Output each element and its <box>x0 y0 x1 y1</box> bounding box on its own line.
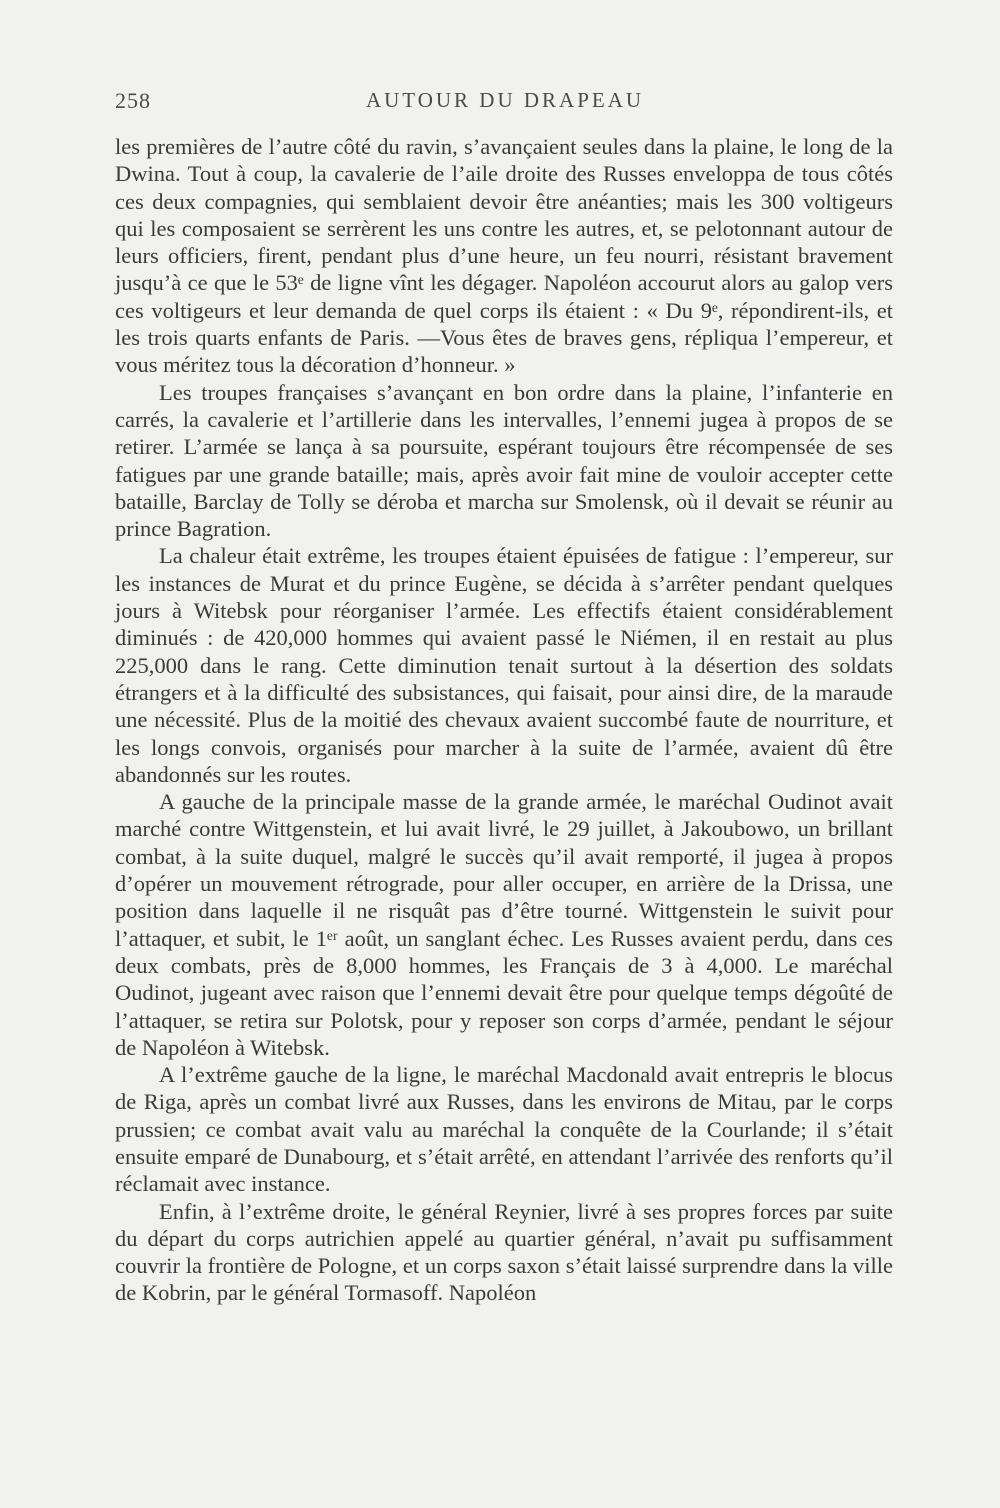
page-number: 258 <box>115 88 151 113</box>
paragraph: Les troupes françaises s’avançant en bon ordre dans la plaine, l’infanterie en carrés, la cavalerie et l’artillerie dans les intervalles, l’ennemi jugea à propos de se retirer. L’armée se lança à sa poursuite, espérant toujours être récompensée de ses fatigues par une grande bataille; mais, après avoir fait mine de vouloir accepter cette bataille, Barclay de Tolly se déroba et marcha sur Smolensk, où il devait se réunir au prince Bagration. <box>115 379 893 542</box>
body-text <box>115 133 893 1307</box>
page-header <box>115 88 895 128</box>
paragraph: A l’extrême gauche de la ligne, le maréchal Macdonald avait entrepris le blocus de Riga, après un combat livré aux Russes, dans les environs de Mitau, par le corps prussien; ce combat avait valu au maréchal la conquête de la Courlande; il s’était ensuite emparé de Dunabourg, et s’était arrêté, en attendant l’arrivée des renforts qu’il réclamait avec instance. <box>115 1062 893 1197</box>
paragraph: A gauche de la principale masse de la grande armée, le maréchal Oudinot avait marché contre Wittgenstein, et lui avait livré, le 29 juillet, à Jakoubowo, un brillant combat, à la suite duquel, malgré le succès qu’il avait remporté, il jugea à propos d’opérer un mouvement rétrograde, pour aller occuper, en arrière de la Drissa, une position dans laquelle il ne risquât pas d’être tourné. Wittgenstein le suivit pour l’attaquer, et subit, le 1ᵉʳ août, un sanglant échec. Les Russes avaient perdu, dans ces deux combats, près de 8,000 hommes, les Français de 3 à 4,000. Le maréchal Oudinot, jugeant avec raison que l’ennemi devait être pour quelque temps dégoûté de l’attaquer, se retira sur Polotsk, pour y reposer son corps d’armée, pendant le séjour de Napoléon à Witebsk. <box>115 789 893 1060</box>
paragraph: Enfin, à l’extrême droite, le général Reynier, livré à ses propres forces par suite du départ du corps autrichien appelé au quartier général, n’avait pu suffisamment couvrir la frontière de Pologne, et un corps saxon s’était laissé surprendre dans la ville de Kobrin, par le général Tormasoff. Napoléon <box>115 1198 893 1306</box>
paragraph: La chaleur était extrême, les troupes étaient épuisées de fatigue : l’empereur, sur les instances de Murat et du prince Eugène, se décida à s’arrêter pendant quelques jours à Witebsk pour réorganiser l’armée. Les effectifs étaient considérablement diminués : de 420,000 hommes qui avaient passé le Niémen, il en restait au plus 225,000 dans le rang. Cette diminution tenait surtout à la désertion des soldats étrangers et à la difficulté des subsistances, qui faisait, pour ainsi dire, de la maraude une nécessité. Plus de la moitié des chevaux avaient succombé faute de nourriture, et les longs convois, organisés pour marcher à la suite de l’armée, avaient dû être abandonnés sur les routes. <box>115 543 893 787</box>
running-title: AUTOUR DU DRAPEAU <box>365 88 645 112</box>
paragraph: les premières de l’autre côté du ravin, s’avançaient seules dans la plaine, le long de la Dwina. Tout à coup, la cavalerie de l’aile droite des Russes enveloppa de tous côtés ces deux compagnies, qui semblaient devoir être anéanties; mais les 300 voltigeurs qui les composaient se serrèrent les uns contre les autres, et, se pelotonnant autour de leurs officiers, firent, pendant plus d’une heure, un feu nourri, résistant bravement jusqu’à ce que le 53ᵉ de ligne vînt les dégager. Napoléon accourut alors au galop vers ces voltigeurs et leur demanda de quel corps ils étaient : « Du 9ᵉ, répondirent-ils, et les trois quarts enfants de Paris. —Vous êtes de braves gens, répliqua l’empereur, et vous méritez tous la décoration d’honneur. » <box>115 134 893 378</box>
